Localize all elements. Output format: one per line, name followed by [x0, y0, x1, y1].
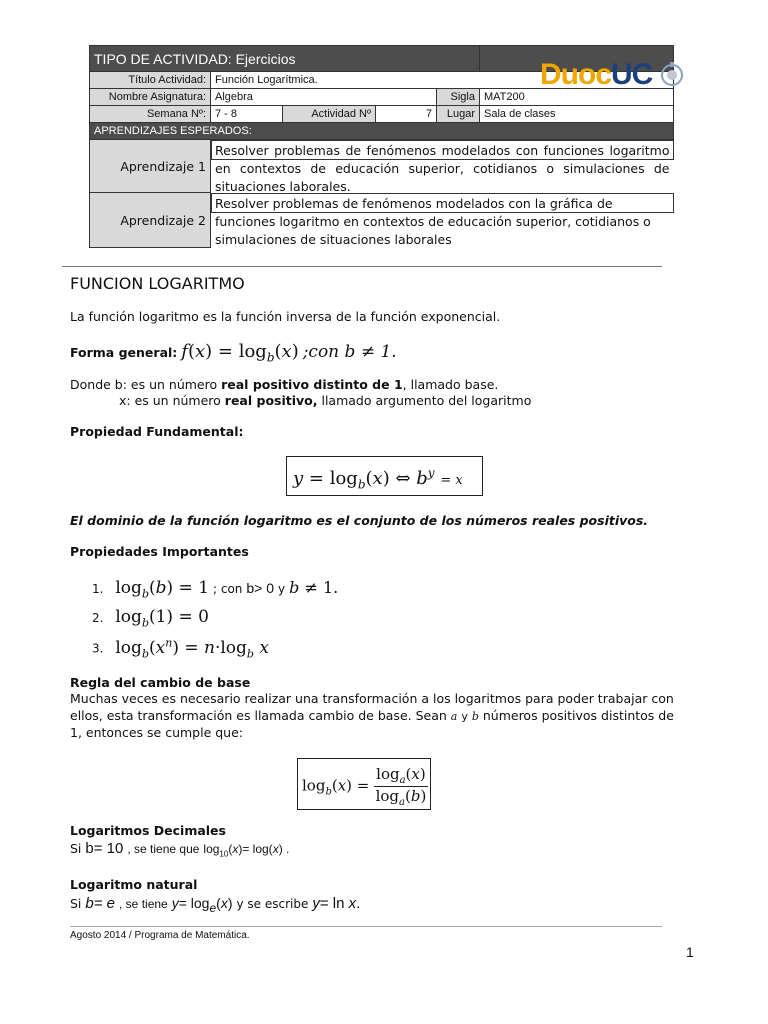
dominio-text: El dominio de la función logaritmo es el conjunto de los números reales positivos.: [70, 513, 649, 528]
propiedad-2: 2. $\log_b(1) = 0$: [92, 607, 209, 630]
propiedad-3: 3. $\log_b(x^n) = n\cdot\log_b$ x: [92, 636, 269, 661]
natural-line: Si b= e , se tiene $y= \log_e(x)$ y se escribe y= ln x.: [70, 895, 361, 915]
divider: [62, 266, 662, 267]
footer-divider: [70, 926, 662, 927]
propiedad-title: Propiedad Fundamental:: [70, 424, 244, 439]
cambio-line3: 1, entonces se cumple que:: [70, 725, 244, 740]
semana-value: 7 - 8: [211, 106, 283, 123]
actividad-label: Actividad Nº: [283, 106, 376, 123]
propiedades-title: Propiedades Importantes: [70, 544, 249, 559]
semana-label: Semana Nº:: [90, 106, 211, 123]
footer-text: Agosto 2014 / Programa de Matemática.: [70, 930, 250, 941]
cambio-line2: ellos, esta transformación es llamada cambio de base. Sean a y b números positivos distintos de: [70, 708, 674, 723]
asignatura-label: Nombre Asignatura:: [90, 89, 211, 106]
aprendizaje1-label: Aprendizaje 1: [90, 140, 211, 193]
titulo-value: Función Logarítmica.: [211, 72, 674, 89]
duoc-uc-logo: DuocUC: [540, 58, 684, 92]
lugar-value: Sala de clases: [480, 106, 674, 123]
natural-title: Logaritmo natural: [70, 877, 198, 892]
titulo-label: Título Actividad:: [90, 72, 211, 89]
aprendizaje2-label: Aprendizaje 2: [90, 193, 211, 248]
lugar-label: Lugar: [437, 106, 480, 123]
donde-b: Donde b: es un número real positivo distinto de 1, llamado base.: [70, 377, 499, 392]
page-title: FUNCION LOGARITMO: [70, 274, 245, 293]
donde-x: x: es un número real positivo, llamado argumento del logaritmo: [119, 393, 532, 408]
cambio-base-box: $\log_b(x)$ = $\frac{\log_a(x)}{\log_a(b)}$: [297, 758, 431, 810]
decimales-title: Logaritmos Decimales: [70, 823, 226, 838]
propiedad-fundamental-box: $y = \log_b(x)$ ⇔ $b^y = x$: [286, 456, 483, 496]
sigla-label: Sigla: [437, 89, 480, 106]
cambio-line1: Muchas veces es necesario realizar una transformación a los logaritmos para poder trabajar con: [70, 691, 674, 706]
asignatura-value: Algebra: [211, 89, 437, 106]
activity-type: TIPO DE ACTIVIDAD: Ejercicios: [90, 46, 480, 72]
aprendizaje1-text: Resolver problemas de fenómenos modelados con funciones logaritmo en contextos de educación superior, cotidianos o simulaciones de situaciones laborales.: [211, 140, 674, 160]
aprendizaje2-text: Resolver problemas de fenómenos modelados con la gráfica de funciones logaritmo en contextos de educación superior, cotidianos o simulaciones de situaciones laborales: [211, 193, 674, 213]
cambio-title: Regla del cambio de base: [70, 675, 251, 690]
sigla-value: MAT200: [480, 89, 674, 106]
forma-general: Forma general: $f(x) = \log_b(x)$ ;con b ≠ 1.: [70, 341, 397, 365]
propiedad-1: 1. $\log_b(b) = 1$ ; con b> 0 y b ≠ 1.: [92, 578, 339, 601]
decimales-line: Si b= 10 , se tiene que $\log_{10}(x)= \log(x)$ .: [70, 840, 290, 859]
actividad-value: 7: [376, 106, 437, 123]
aprendizajes-label: APRENDIZAJES ESPERADOS:: [90, 123, 674, 140]
intro-text: La función logaritmo es la función inversa de la función exponencial.: [70, 309, 501, 324]
page-number: 1: [686, 944, 694, 960]
emblem-icon: [660, 61, 684, 87]
